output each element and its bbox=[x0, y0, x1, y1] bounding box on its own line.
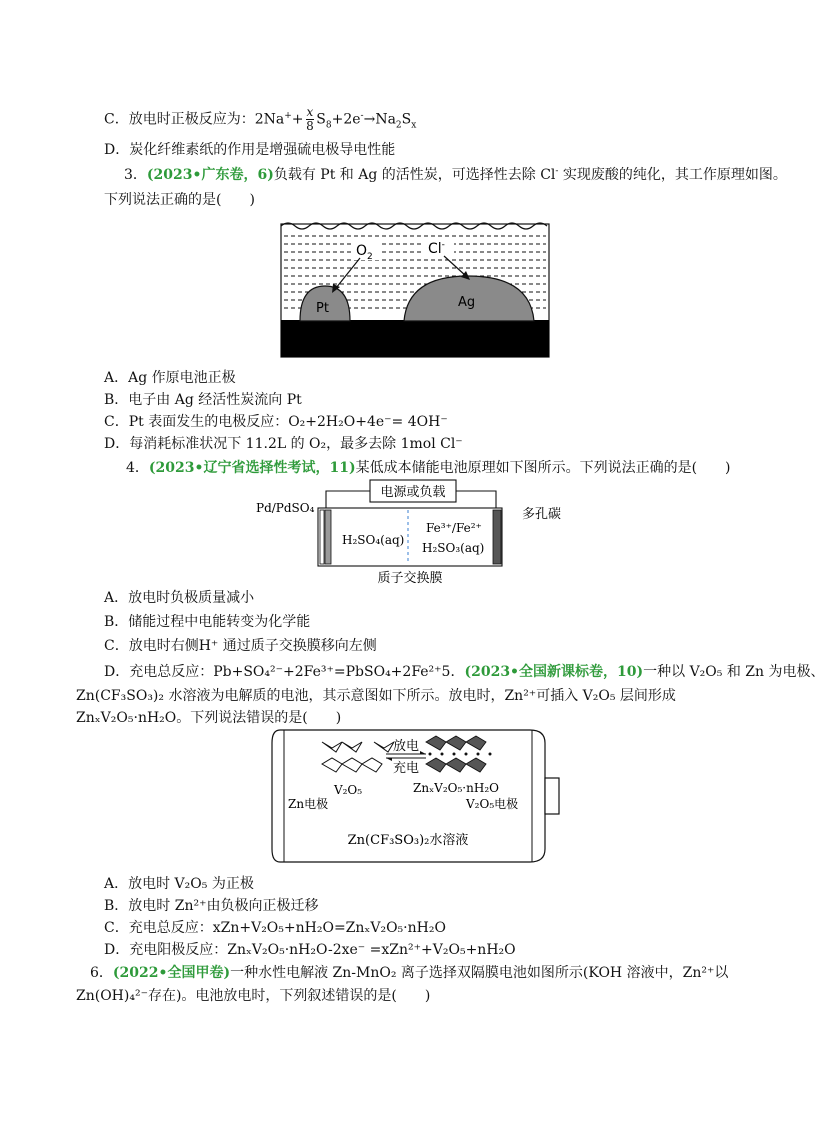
q2-c-s2: S bbox=[401, 111, 412, 128]
q3-stem-b: 实现废酸的纯化，其工作原理如图。 bbox=[558, 167, 787, 183]
q6-number: 6． bbox=[90, 965, 113, 981]
q2-option-d: D．炭化纤维素纸的作用是增强硫电极导电性能 bbox=[104, 142, 396, 158]
q3-ag-label: Ag bbox=[458, 295, 476, 310]
q6-stem-a: 一种水性电解液 Zn-MnO₂ 离子选择双隔膜电池如图所示(KOH 溶液中，Zn²⁺以 bbox=[230, 965, 729, 981]
q3-figure bbox=[280, 218, 550, 358]
q2-option-c-text: C．放电时正极反应为：2Na bbox=[104, 111, 285, 128]
q3-stem-a: 负载有 Pt 和 Ag 的活性炭，可选择性去除 Cl bbox=[273, 167, 556, 183]
q4-option-b: B．储能过程中电能转变为化学能 bbox=[104, 614, 311, 630]
q5-option-c: C．充电总反应：xZn+V₂O₅+nH₂O=ZnₓV₂O₅·nH₂O bbox=[104, 920, 446, 936]
q3-pt-label: Pt bbox=[316, 301, 329, 316]
q5-v2o5-electrode-label: V₂O₅电极 bbox=[466, 797, 519, 811]
q5-znv2o5-label: ZnₓV₂O₅·nH₂O bbox=[413, 781, 499, 795]
q3-carbon-base bbox=[281, 320, 549, 357]
q4-source-tag: (2023•辽宁省选择性考试，11) bbox=[148, 460, 356, 476]
q4-option-a: A．放电时负极质量减小 bbox=[104, 590, 255, 606]
q3-option-d: D．每消耗标准状况下 11.2L 的 O₂，最多去除 1mol Cl⁻ bbox=[104, 436, 463, 452]
q4-load-label: 电源或负载 bbox=[380, 485, 446, 500]
q3-stem-line2: 下列说法正确的是( ) bbox=[104, 192, 255, 208]
q4-left-electrode-pd bbox=[320, 510, 324, 564]
q3-option-c: C．Pt 表面发生的电极反应：O₂+2H₂O+4e⁻= 4OH⁻ bbox=[104, 414, 448, 430]
q4-left-wire bbox=[326, 491, 370, 508]
fraction-den: 8 bbox=[306, 119, 314, 133]
q5-stem-a: 一种以 V₂O₅ 和 Zn 为电极、 bbox=[643, 664, 824, 680]
q3-cl-label: Cl- bbox=[428, 240, 445, 257]
q4-right-wire bbox=[456, 491, 496, 508]
q4-left-label: Pd/PdSO₄ bbox=[256, 501, 315, 515]
q4-figure bbox=[250, 478, 580, 586]
q5-charge-label: 充电 bbox=[392, 761, 420, 776]
q4-number: 4． bbox=[126, 460, 149, 476]
q2-c-tail: +2e bbox=[331, 111, 361, 128]
q3-stem-line1: 3．(2023•广东卷，6)负载有 Pt 和 Ag 的活性炭，可选择性去除 Cl- 实现废酸的纯化，其工作原理如图。 bbox=[124, 166, 787, 183]
q3-option-b: B．电子由 Ag 经活性炭流向 Pt bbox=[104, 392, 302, 408]
q3-o2-label: $O_2$ bbox=[356, 243, 373, 262]
q3-option-a: A．Ag 作原电池正极 bbox=[104, 370, 236, 386]
q5-figure bbox=[270, 728, 566, 864]
q3-source-tag: (2023•广东卷，6) bbox=[146, 167, 274, 183]
q5-v2o5-label: V₂O₅ bbox=[333, 783, 363, 797]
q4-option-c: C．放电时右侧H⁺ 通过质子交换膜移向左侧 bbox=[104, 638, 377, 654]
q4-option-d: D．充电总反应：Pb+SO₄²⁻+2Fe³⁺=PbSO₄+2Fe²⁺5． bbox=[104, 664, 465, 680]
q4-right-solution-ions: Fe³⁺/Fe²⁺ bbox=[426, 521, 482, 535]
q5-electrolyte-label: Zn(CF₃SO₃)₂水溶液 bbox=[347, 833, 469, 848]
q4-option-d-q5-stem bbox=[104, 662, 824, 682]
q5-stem-line2: Zn(CF₃SO₃)₂ 水溶液为电解质的电池，其示意图如下所示。放电时，Zn²⁺可插入 V₂O₅ 层间形成 bbox=[76, 688, 676, 704]
q5-terminal-tab bbox=[545, 778, 559, 814]
q6-stem-line2: Zn(OH)₄²⁻存在)。电池放电时，下列叙述错误的是( ) bbox=[76, 988, 431, 1004]
q4-stem bbox=[126, 458, 731, 478]
q6-stem-line1 bbox=[90, 963, 728, 983]
q5-cell-left-cap bbox=[272, 730, 280, 862]
q5-discharge-label: 放电 bbox=[392, 739, 420, 754]
q2-c-arrow: →Na bbox=[363, 111, 396, 128]
q2-c-s: S bbox=[316, 111, 326, 128]
q5-zn-electrode-label: Zn电极 bbox=[288, 797, 329, 811]
q4-right-label: 多孔碳 bbox=[522, 507, 562, 522]
q6-source-tag: (2022•全国甲卷) bbox=[112, 965, 231, 981]
q2-option-c: C．放电时正极反应为：2Na++ $\frac{x}{8}$ $S_8+2e^-\to Na_2S_x$ bbox=[104, 105, 417, 133]
fraction bbox=[306, 106, 315, 133]
q4-left-solution: H₂SO₄(aq) bbox=[342, 533, 405, 547]
q4-membrane-label: 质子交换膜 bbox=[377, 571, 443, 586]
q3-number: 3． bbox=[124, 167, 147, 183]
q5-source-tag: (2023•全国新课标卷，10) bbox=[464, 664, 644, 680]
q5-option-a: A．放电时 V₂O₅ 为正极 bbox=[104, 876, 254, 892]
q4-right-solution-acid: H₂SO₃(aq) bbox=[422, 541, 485, 555]
q5-option-d: D．充电阳极反应：ZnₓV₂O₅·nH₂O-2xe⁻ =xZn²⁺+V₂O₅+nH₂O bbox=[104, 942, 516, 958]
q5-stem-line3: ZnₓV₂O₅·nH₂O。下列说法错误的是( ) bbox=[76, 710, 342, 726]
q4-right-electrode bbox=[493, 510, 501, 564]
q5-option-b: B．放电时 Zn²⁺由负极向正极迁移 bbox=[104, 898, 319, 914]
q4-left-electrode-pdso4 bbox=[325, 510, 331, 564]
fraction-num: x bbox=[306, 105, 314, 119]
q4-stem-text: 某低成本储能电池原理如下图所示。下列说法正确的是( ) bbox=[355, 460, 731, 476]
